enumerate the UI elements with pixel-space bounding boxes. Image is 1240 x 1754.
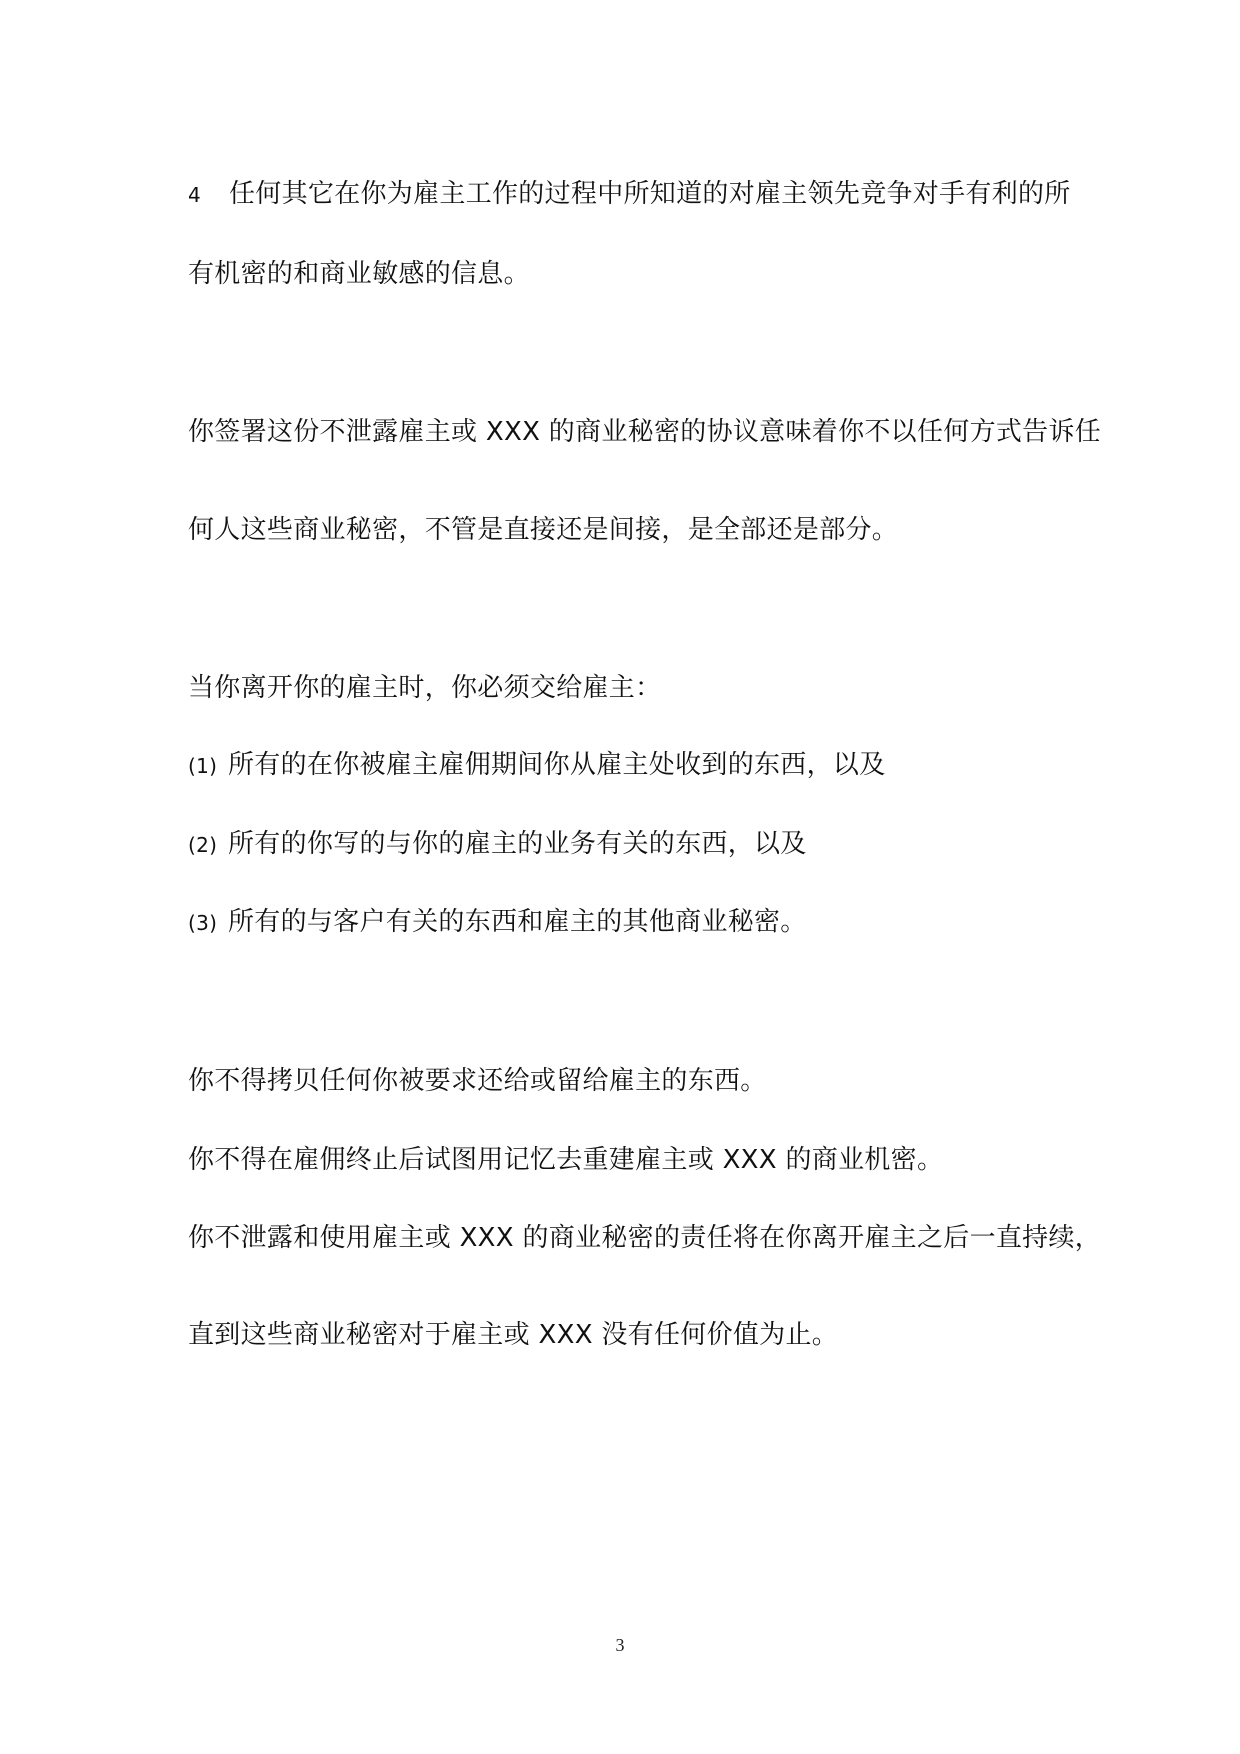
no-rebuild-paragraph: 你不得在雇佣终止后试图用记忆去重建雇主或 XXX 的商业机密。 xyxy=(188,1145,944,1175)
agreement-line1: 你签署这份不泄露雇主或 XXX 的商业秘密的协议意味着你不以任何方式告诉任 xyxy=(188,417,1102,447)
agreement-line2: 何人这些商业秘密，不管是直接还是间接，是全部还是部分。 xyxy=(188,515,899,545)
list-item-number: (3) xyxy=(188,911,218,935)
duty-line1: 你不泄露和使用雇主或 XXX 的商业秘密的责任将在你离开雇主之后一直持续， xyxy=(188,1223,1102,1253)
page-number: 3 xyxy=(615,1635,625,1655)
duty-line2: 直到这些商业秘密对于雇主或 XXX 没有任何价值为止。 xyxy=(188,1320,839,1350)
list-item-text: 所有的与客户有关的东西和雇主的其他商业秘密。 xyxy=(228,907,807,937)
on-leaving-intro: 当你离开你的雇主时，你必须交给雇主： xyxy=(188,673,662,703)
item4-text-line1: 任何其它在你为雇主工作的过程中所知道的对雇主领先竞争对手有利的所 xyxy=(229,179,1071,209)
no-copy-paragraph: 你不得拷贝任何你被要求还给或留给雇主的东西。 xyxy=(188,1066,767,1096)
item4-line1 xyxy=(188,176,1071,213)
item4-number: 4 xyxy=(188,183,202,207)
list-item-text: 所有的你写的与你的雇主的业务有关的东西，以及 xyxy=(228,829,807,859)
list-item xyxy=(188,904,1068,941)
item4-line2: 有机密的和商业敏感的信息。 xyxy=(188,259,530,289)
list-item xyxy=(188,747,1068,784)
list-item-number: (1) xyxy=(188,754,218,778)
list-item xyxy=(188,826,1068,863)
list-item-number: (2) xyxy=(188,833,218,857)
list-item-text: 所有的在你被雇主雇佣期间你从雇主处收到的东西，以及 xyxy=(228,750,886,780)
